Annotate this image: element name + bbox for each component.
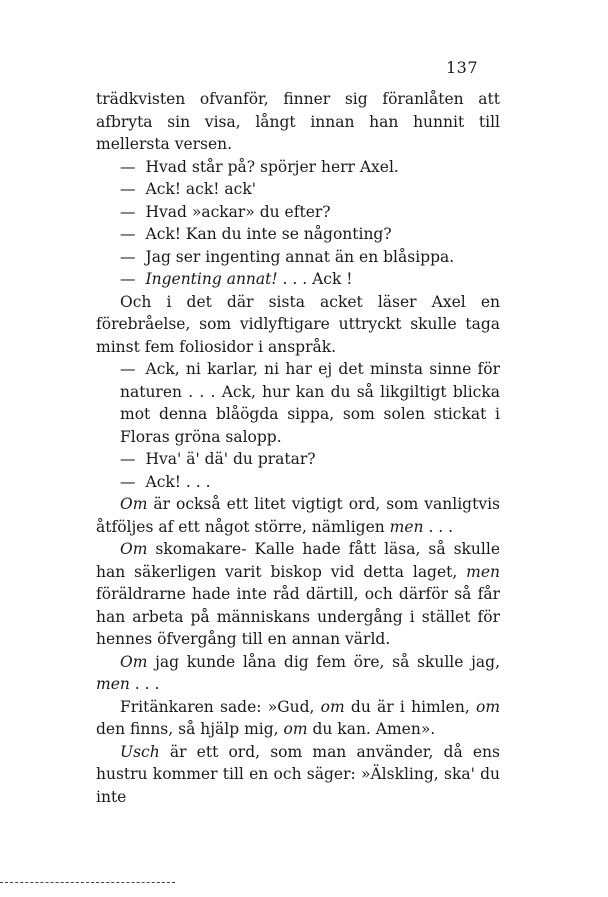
text-run: Ack, ni karlar, ni har ej det minsta sinne för naturen . . . Ack, hur kan du så likgiltigt blicka mot denna blåögda sippa, som solen stickat i Floras gröna salopp. xyxy=(120,360,500,446)
body-text xyxy=(96,88,500,808)
dialogue-dash: — xyxy=(120,360,136,378)
italic-run: men xyxy=(466,562,500,581)
paragraph xyxy=(96,246,500,269)
text-run: Fritänkaren sade: »Gud, xyxy=(120,697,321,716)
paragraph xyxy=(96,741,500,809)
italic-run: men xyxy=(96,675,130,693)
text-run: Ack! ack! ack' xyxy=(145,180,256,198)
italic-run: men xyxy=(389,517,424,536)
text-run: är ett ord, som man använder, då ens hustru kommer till en och säger: »Älskling, ska' du inte xyxy=(96,742,500,806)
italic-run: Om xyxy=(120,495,148,513)
paragraph xyxy=(96,291,500,359)
paragraph xyxy=(96,448,500,471)
text-run: jag kunde låna dig fem öre, så skulle jag, xyxy=(147,652,500,671)
text-run: Hvad »ackar» du efter? xyxy=(145,202,331,221)
dialogue-dash: — xyxy=(120,450,136,468)
dialogue-dash: — xyxy=(120,225,136,243)
text-run: den finns, så hjälp mig, xyxy=(96,720,284,738)
dialogue-dash: — xyxy=(120,180,136,198)
paragraph xyxy=(96,696,500,741)
paragraph xyxy=(96,201,500,224)
text-run: . . . Ack ! xyxy=(277,270,353,288)
italic-run: om xyxy=(475,697,501,716)
paragraph xyxy=(96,651,500,696)
text-run: du kan. Amen». xyxy=(307,720,436,738)
paragraph xyxy=(96,358,500,448)
page-number: 137 xyxy=(446,58,479,77)
text-run: Ack! Kan du inte se någonting? xyxy=(145,225,392,243)
dialogue-dash: — xyxy=(120,202,136,221)
text-run: Hvad står på? spörjer herr Axel. xyxy=(145,157,399,176)
text-run: . . . xyxy=(423,517,454,536)
text-run: föräldrarne hade inte råd därtill, och därför så får han arbeta på människans undergång i stället för hennes öfvergång till en annan värld. xyxy=(96,585,500,648)
text-run: Ack! . . . xyxy=(145,472,211,491)
dialogue-dash: — xyxy=(120,247,136,266)
text-run: Och i det där sista acket läser Axel en förebråelse, som vidlyftigare uttryckt skulle taga minst fem foliosidor i anspråk. xyxy=(96,292,500,356)
dialogue-dash: — xyxy=(120,157,136,176)
paragraph xyxy=(96,223,500,246)
paragraph xyxy=(96,88,500,156)
text-run: du är i himlen, xyxy=(344,697,476,716)
italic-run: om xyxy=(283,720,308,738)
bottom-rule xyxy=(0,882,175,883)
dialogue-dash: — xyxy=(120,472,136,491)
text-run: trädkvisten ofvanför, finner sig föranlåten att afbryta sin visa, långt innan han hunnit till mellersta versen. xyxy=(96,90,500,153)
italic-run: Usch xyxy=(120,742,160,761)
text-run: Jag ser ingenting annat än en blåsippa. xyxy=(145,247,455,266)
italic-run: Ingenting annat! xyxy=(145,270,278,288)
paragraph xyxy=(96,156,500,179)
paragraph xyxy=(96,268,500,291)
italic-run: om xyxy=(320,697,345,716)
paragraph xyxy=(96,178,500,201)
paragraph xyxy=(96,471,500,494)
paragraph xyxy=(96,493,500,538)
dialogue-dash: — xyxy=(120,270,136,288)
paragraph xyxy=(96,538,500,651)
text-run: . . . xyxy=(129,675,160,693)
italic-run: Om xyxy=(120,540,148,558)
text-run: skomakare- Kalle hade fått läsa, så skulle han säkerligen varit biskop vid detta laget, xyxy=(96,540,500,581)
text-run: Hva' ä' dä' du pratar? xyxy=(145,450,316,468)
italic-run: Om xyxy=(120,652,148,671)
text-run: är också ett litet vigtigt ord, som vanligtvis åtföljes af ett något större, nämligen xyxy=(96,495,500,536)
